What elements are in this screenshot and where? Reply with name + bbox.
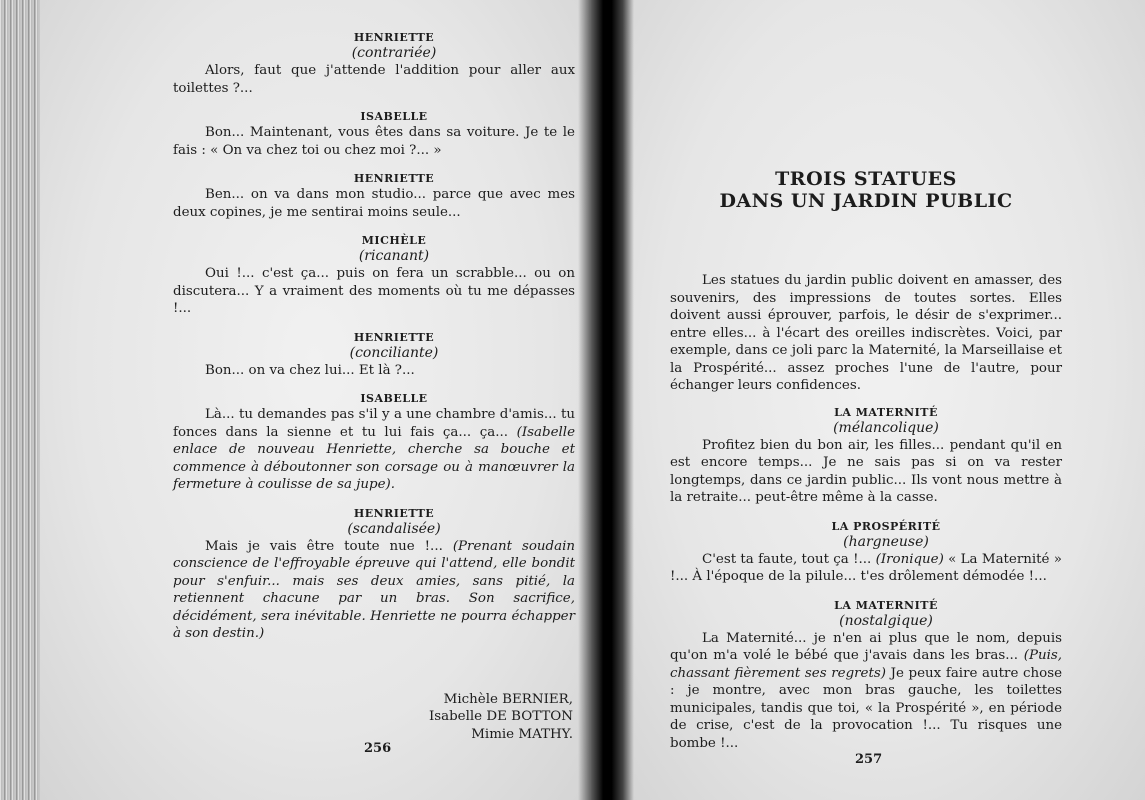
dialogue-block [173,171,575,221]
dialogue-text: Là... tu demandes pas s'il y a une chambre d'amis... tu fonces dans la sienne et tu lui fais ça... ça... [173,407,575,440]
speaker-name: HENRIETTE [353,31,435,44]
chapter-title [670,168,1062,212]
dialogue-block [173,109,575,159]
speaker-name: HENRIETTE [353,330,435,344]
dialogue-block [173,233,575,318]
dialogue-block [173,30,575,97]
stage-direction-inline: (Puis, chassant fièrement ses regrets) [670,648,1062,681]
dialogue-block [173,506,575,643]
left-page [40,0,590,800]
stage-direction: (scandalisée) [347,520,441,537]
right-page [620,0,1145,800]
page-number: 256 [364,741,392,756]
dialogue-line [670,630,1062,753]
stage-direction: (ricanant) [358,248,430,264]
dialogue-text: La Maternité... je n'en ai plus que le nom, depuis qu'on m'a volé le bébé que j'avais dans les bras... [670,630,1062,663]
stage-direction: (conciliante) [349,344,439,361]
stage-direction-inline: (Isabelle enlace de nouveau Henriette, cherche sa bouche et commence à déboutonner son corsage ou à manœuvrer la fermeture à coulisse de sa jupe). [173,424,575,492]
speaker-name: LA MATERNITÉ [834,405,938,419]
dialogue-block [670,519,1062,586]
author-signatures [173,691,575,744]
dialogue-block [670,405,1062,507]
speaker-name: HENRIETTE [353,506,435,520]
dialogue-line: Oui !... c'est ça... puis on fera un scrabble... ou on discutera... Y a vraiment des moments où tu me dépasses !... [173,266,575,316]
dialogue-text: « La Maternité » !... À l'époque de la pilule... t'es drôlement démodée !... [670,551,1062,584]
chapter-title-line: DANS UN JARDIN PUBLIC [719,190,1013,212]
speaker-name: HENRIETTE [353,172,435,185]
dialogue-text: C'est ta faute, tout ça !... [702,551,872,567]
stage-direction: (contrariée) [351,45,437,61]
speaker-name: LA PROSPÉRITÉ [831,519,941,533]
dialogue-line [173,406,575,494]
left-page-text [173,30,575,743]
right-page-text [670,272,1062,764]
speaker-name: ISABELLE [360,392,428,405]
stage-direction: (hargneuse) [843,533,929,550]
dialogue-line [173,538,575,643]
dialogue-text: Je peux faire autre chose : je montre, avec mon bras gauche, les toilettes municipales, tandis que toi, « la Prospérité », en période de crise, c'est de la provocation !... Tu risques une bombe !... [670,665,1062,751]
dialogue-line: Alors, faut que j'attende l'addition pour aller aux toilettes ?... [173,63,575,96]
dialogue-block [173,391,575,494]
dialogue-block [173,330,575,380]
intro-paragraph: Les statues du jardin public doivent en amasser, des souvenirs, des impressions de toutes sortes. Elles doivent aussi éprouver, parfois, le désir de s'exprimer... entre elles... à l'écart des oreilles indiscrètes. Voici, par exemple, dans ce joli parc la Maternité, la Marseillaise et la Prospérité... assez proches l'une de l'autre, pour échanger leurs confidences. [670,273,1062,393]
chapter-title-line: TROIS STATUES [775,168,957,190]
dialogue-line: Bon... on va chez lui... Et là ?... [205,362,415,378]
dialogue-block [670,598,1062,753]
speaker-name: MICHÈLE [361,234,427,247]
dialogue-line: Ben... on va dans mon studio... parce que avec mes deux copines, je me sentirai moins seule... [173,187,575,220]
stage-direction: (nostalgique) [839,612,933,629]
author-name: Michèle BERNIER, [443,691,573,707]
author-name: Isabelle DE BOTTON [428,709,573,724]
page-number: 257 [855,752,883,767]
dialogue-line: Profitez bien du bon air, les filles... pendant qu'il en est encore temps... Je ne sais pas si on va rester longtemps, dans ce jardin public... Ils vont nous mettre à la retraite... peut-être même à la casse. [670,437,1062,505]
dialogue-text: Mais je vais être toute nue !... [205,538,443,554]
page-edge-strip [0,0,40,800]
dialogue-line: Bon... Maintenant, vous êtes dans sa voiture. Je te le fais : « On va chez toi ou chez moi ?... » [173,125,575,158]
stage-direction-inline: (Ironique) [875,551,944,567]
speaker-name: ISABELLE [360,110,428,123]
speaker-name: LA MATERNITÉ [834,598,938,612]
stage-direction: (mélancolique) [833,419,939,436]
stage-direction-inline: (Prenant soudain conscience de l'effroyable épreuve qui l'attend, elle bondit pour s'enfuir... mais ses deux amies, sans pitié, la retiennent chacune par un bras. Son sacrifice, décidément, sera inévitable. Henriette ne pourra échapper à son destin.) [173,538,575,641]
book-gutter [578,0,634,800]
author-name: Mimie MATHY. [471,726,573,742]
dialogue-line [670,551,1062,586]
